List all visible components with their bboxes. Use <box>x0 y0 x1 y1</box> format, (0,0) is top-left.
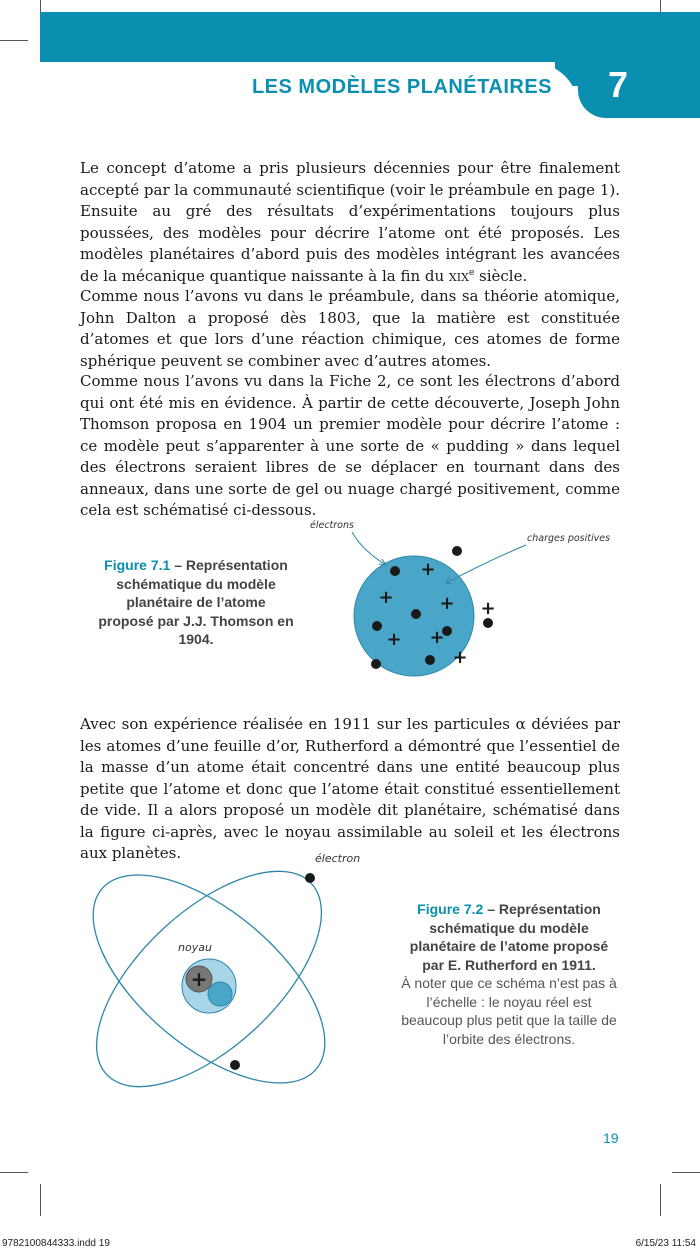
positive-charge: + <box>429 627 445 648</box>
crop-mark <box>40 1184 41 1216</box>
slug-file: 9782100844333.indd 19 <box>2 1238 110 1249</box>
figure-2-label: Figure 7.2 <box>417 901 484 917</box>
positive-charge: + <box>378 587 394 608</box>
century-numeral: xix <box>448 266 469 285</box>
crop-mark <box>0 1172 28 1173</box>
electrons-pointer <box>352 532 386 565</box>
crop-mark <box>660 1184 661 1216</box>
positive-charge: + <box>386 629 402 650</box>
paragraph-2: Comme nous l’avons vu dans le préambule, dans sa théorie atomique, John Dalton a proposé dès 1803, que la matière est constituée d’atomes et que lors d’une réaction chimique, ces atomes de forme sphérique peuvent se combiner avec d’autres atomes. <box>80 287 620 370</box>
paragraph-1: Le concept d’atome a pris plusieurs décennies pour être finalement accepté par la communauté scientifique (voir le préambule en page 1). Ensuite au gré des résultats d’expérimentations toujours plus poussées, des modèles pour décrire l’atome ont été proposés. Les modèles planétaires d’abord puis des modèles intégrant les avancées de la mécanique quantique naissante à la fin du xix$^e$ siècle. <box>80 159 620 285</box>
crop-mark <box>672 1172 700 1173</box>
proton-charge: + <box>190 967 208 991</box>
figure-2-title: Représentation schématique du modèle planétaire de l’atome proposé par E. Rutherford en 1911. <box>409 901 609 973</box>
electron-dot <box>372 621 382 631</box>
electron <box>305 873 315 883</box>
rutherford-model-diagram <box>80 840 390 1105</box>
paragraph-4: Avec son expérience réalisée en 1911 sur les particules α déviées par les atomes d’une feuille d’or, Rutherford a démontré que l’essentiel de la masse d’un atome était concentré dans une entité beaucoup plus petite que l’atome et donc que l’atome était constitué essentiellement de vide. Il a alors proposé un modèle dit planétaire, schématisé dans la figure ci-après, avec le noyau assimilable au soleil et les électrons aux planètes. <box>80 715 620 862</box>
electron-label: électron <box>315 852 361 865</box>
electron-dot <box>411 609 421 619</box>
figure-1-title: Représentation schématique du modèle planétaire de l’atome proposé par J.J. Thomson en 1904. <box>98 557 294 647</box>
positive-charge: + <box>439 593 455 614</box>
electron-dot <box>425 655 435 665</box>
charges-label: charges positives <box>527 533 611 544</box>
slug-date: 6/15/23 11:54 <box>635 1238 696 1249</box>
electron-dot <box>371 659 381 669</box>
electron-dot <box>390 566 400 576</box>
chapter-title: LES MODÈLES PLANÉTAIRES <box>251 76 552 98</box>
figure-2-caption: Figure 7.2 – Représentation schématique du modèle planétaire de l’atome proposé par E. Rutherford en 1911. À noter que ce schéma n’est pas à l’échelle : le noyau réel est beaucoup plus petit que la taille de l’orbite des électrons. <box>398 900 620 1048</box>
neutron <box>208 982 232 1006</box>
chapter-number: 7 <box>607 64 629 105</box>
crop-mark <box>0 40 28 41</box>
positive-charge: + <box>452 647 468 668</box>
figure-2-note: À noter que ce schéma n’est pas à l’échelle : le noyau réel est beaucoup plus petit que la taille de l’orbite des électrons. <box>401 975 617 1047</box>
electron <box>230 1060 240 1070</box>
page-number: 19 <box>603 1130 619 1146</box>
figure-1-caption: Figure 7.1 – Représentation schématique du modèle planétaire de l’atome proposé par J.J. Thomson en 1904. <box>98 557 294 647</box>
nucleus-label: noyau <box>178 941 212 954</box>
electrons-label: électrons <box>310 520 354 531</box>
electron-dot <box>452 546 462 556</box>
positive-charge: + <box>420 559 436 580</box>
electron-dot <box>483 618 493 628</box>
header-banner <box>40 12 700 62</box>
electrons-arrowhead <box>379 559 386 565</box>
paragraph-3: Comme nous l’avons vu dans la Fiche 2, ce sont les électrons d’abord qui ont été mis en évidence. À partir de cette découverte, Joseph John Thomson proposa en 1904 un premier modèle pour décrire l’atome : ce modèle peut s’apparenter à une sorte de « pudding » dans lequel des électrons seraient libres de se déplacer en tournant dans des anneaux, dans une sorte de gel ou nuage chargé positivement, comme cela est schématisé ci-dessous. <box>80 372 620 519</box>
positive-charge: + <box>480 598 496 619</box>
figure-1-label: Figure 7.1 <box>104 557 171 573</box>
thomson-model-diagram <box>300 510 630 700</box>
